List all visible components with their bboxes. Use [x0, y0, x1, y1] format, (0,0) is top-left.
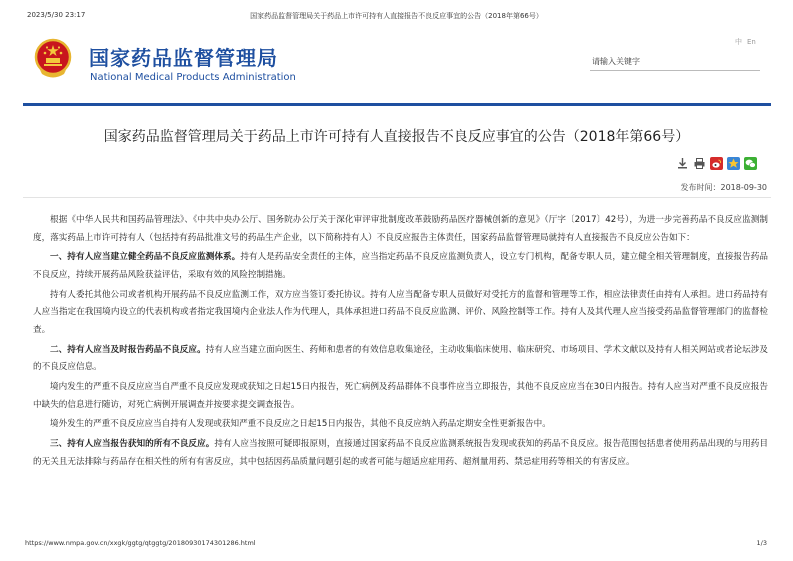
paragraph: [33, 436, 768, 471]
paragraph: [33, 212, 768, 247]
article-body: [33, 212, 768, 474]
lang-en-link[interactable]: En: [747, 38, 756, 46]
paragraph-text: 境外发生的严重不良反应应当自持有人发现或获知严重不良反应之日起15日内报告，其他不良反应纳入药品定期安全性更新报告中。: [50, 419, 551, 430]
paragraph: [33, 416, 768, 434]
paragraph-text: 境内发生的严重不良反应应当自严重不良反应发现或获知之日起15日内报告，死亡病例及药品群体不良事件应当立即报告，其他不良反应应当在30日内报告。持有人应当对严重不良反应报告中缺失的信息进行随访，对死亡病例开展调查并按要求提交调查报告。: [33, 382, 768, 410]
page-number: 1/3: [756, 539, 767, 547]
paragraph-text: 持有人应当按照可疑即报原则，直接通过国家药品不良反应监测系统报告发现或获知的药品不良反应。报告范围包括患者使用药品出现的与用药目的无关且无法排除与药品存在相关性的所有有害反应，其中包括因药品质量问题引起的或者可能与超适应症用药、超剂量用药、禁忌症用药等相关的有害反应。: [33, 439, 768, 467]
lang-zh-link[interactable]: 中: [735, 38, 742, 46]
print-datetime: 2023/5/30 23:17: [27, 11, 86, 19]
print-url: https://www.nmpa.gov.cn/xxgk/ggtg/qtggtg/20180930174301286.html: [25, 539, 256, 547]
paragraph-heading: 二、持有人应当及时报告药品不良反应。: [50, 344, 206, 355]
paragraph-text: 持有人应当建立面向医生、药师和患者的有效信息收集途径，主动收集临床使用、临床研究、市场项目、学术文献以及持有人相关网站或者论坛涉及的不良反应信息。: [33, 344, 768, 373]
paragraph: [33, 249, 768, 284]
search-placeholder: 请输入关键字: [592, 57, 640, 66]
national-emblem-icon[interactable]: [34, 38, 72, 80]
article-title: 国家药品监督管理局关于药品上市许可持有人直接报告不良反应事宜的公告（2018年第66号）: [103, 129, 690, 145]
paragraph: [33, 287, 768, 340]
print-page-title: 国家药品监督管理局关于药品上市许可持有人直接报告不良反应事宜的公告（2018年第66号）: [250, 12, 543, 20]
search-input[interactable]: [590, 52, 760, 71]
qzone-icon[interactable]: [727, 157, 740, 170]
title-divider: [23, 197, 771, 198]
paragraph: [33, 379, 768, 414]
print-icon[interactable]: [693, 157, 706, 170]
language-switch: [735, 37, 761, 47]
paragraph-heading: 三、持有人应当报告获知的所有不良反应。: [50, 439, 215, 450]
header-divider: [23, 103, 771, 106]
publish-date: [681, 182, 768, 193]
paragraph-text: 根据《中华人民共和国药品管理法》、《中共中央办公厅、国务院办公厅关于深化审评审批制度改革鼓励药品医疗器械创新的意见》（厅字〔2017〕42号），为进一步完善药品不良反应监测制度，落实药品上市许可持有人（包括持有药品批准文号的药品生产企业，以下简称持有人）不良反应报告主体责任，国家药品监督管理局就持有人直接报告不良反应公告如下：: [33, 215, 768, 243]
download-icon[interactable]: [676, 157, 689, 170]
paragraph-text: 持有人委托其他公司或者机构开展药品不良反应监测工作，双方应当签订委托协议。持有人应当配备专职人员做好对受托方的监督和管理等工作，相应法律责任由持有人承担。进口药品持有人应当指定在我国境内设立的代表机构或者指定我国境内企业法人作为代理人，具体承担进口药品不良反应监测、评价、风险控制等工作。持有人及其代理人应当接受药品监督管理部门的监督检查。: [33, 289, 768, 335]
publish-date-label: 发布时间：: [680, 183, 721, 192]
print-header: [0, 0, 793, 32]
wechat-icon[interactable]: [744, 157, 757, 170]
site-header: [0, 32, 793, 102]
weibo-icon[interactable]: [710, 157, 723, 170]
site-name-cn[interactable]: 国家药品监督管理局: [89, 46, 278, 70]
publish-date-value: 2018-09-30: [720, 183, 767, 192]
paragraph-text: 持有人是药品安全责任的主体，应当指定药品不良反应监测负责人，设立专门机构，配备专职人员，建立健全相关管理制度，直接报告药品不良反应，持续开展药品风险获益评估，采取有效的风险控制措施。: [33, 252, 768, 280]
site-name-en: National Medical Products Administration: [90, 72, 296, 83]
paragraph-heading: 一、持有人应当建立健全药品不良反应监测体系。: [50, 252, 241, 263]
paragraph: [33, 342, 768, 377]
